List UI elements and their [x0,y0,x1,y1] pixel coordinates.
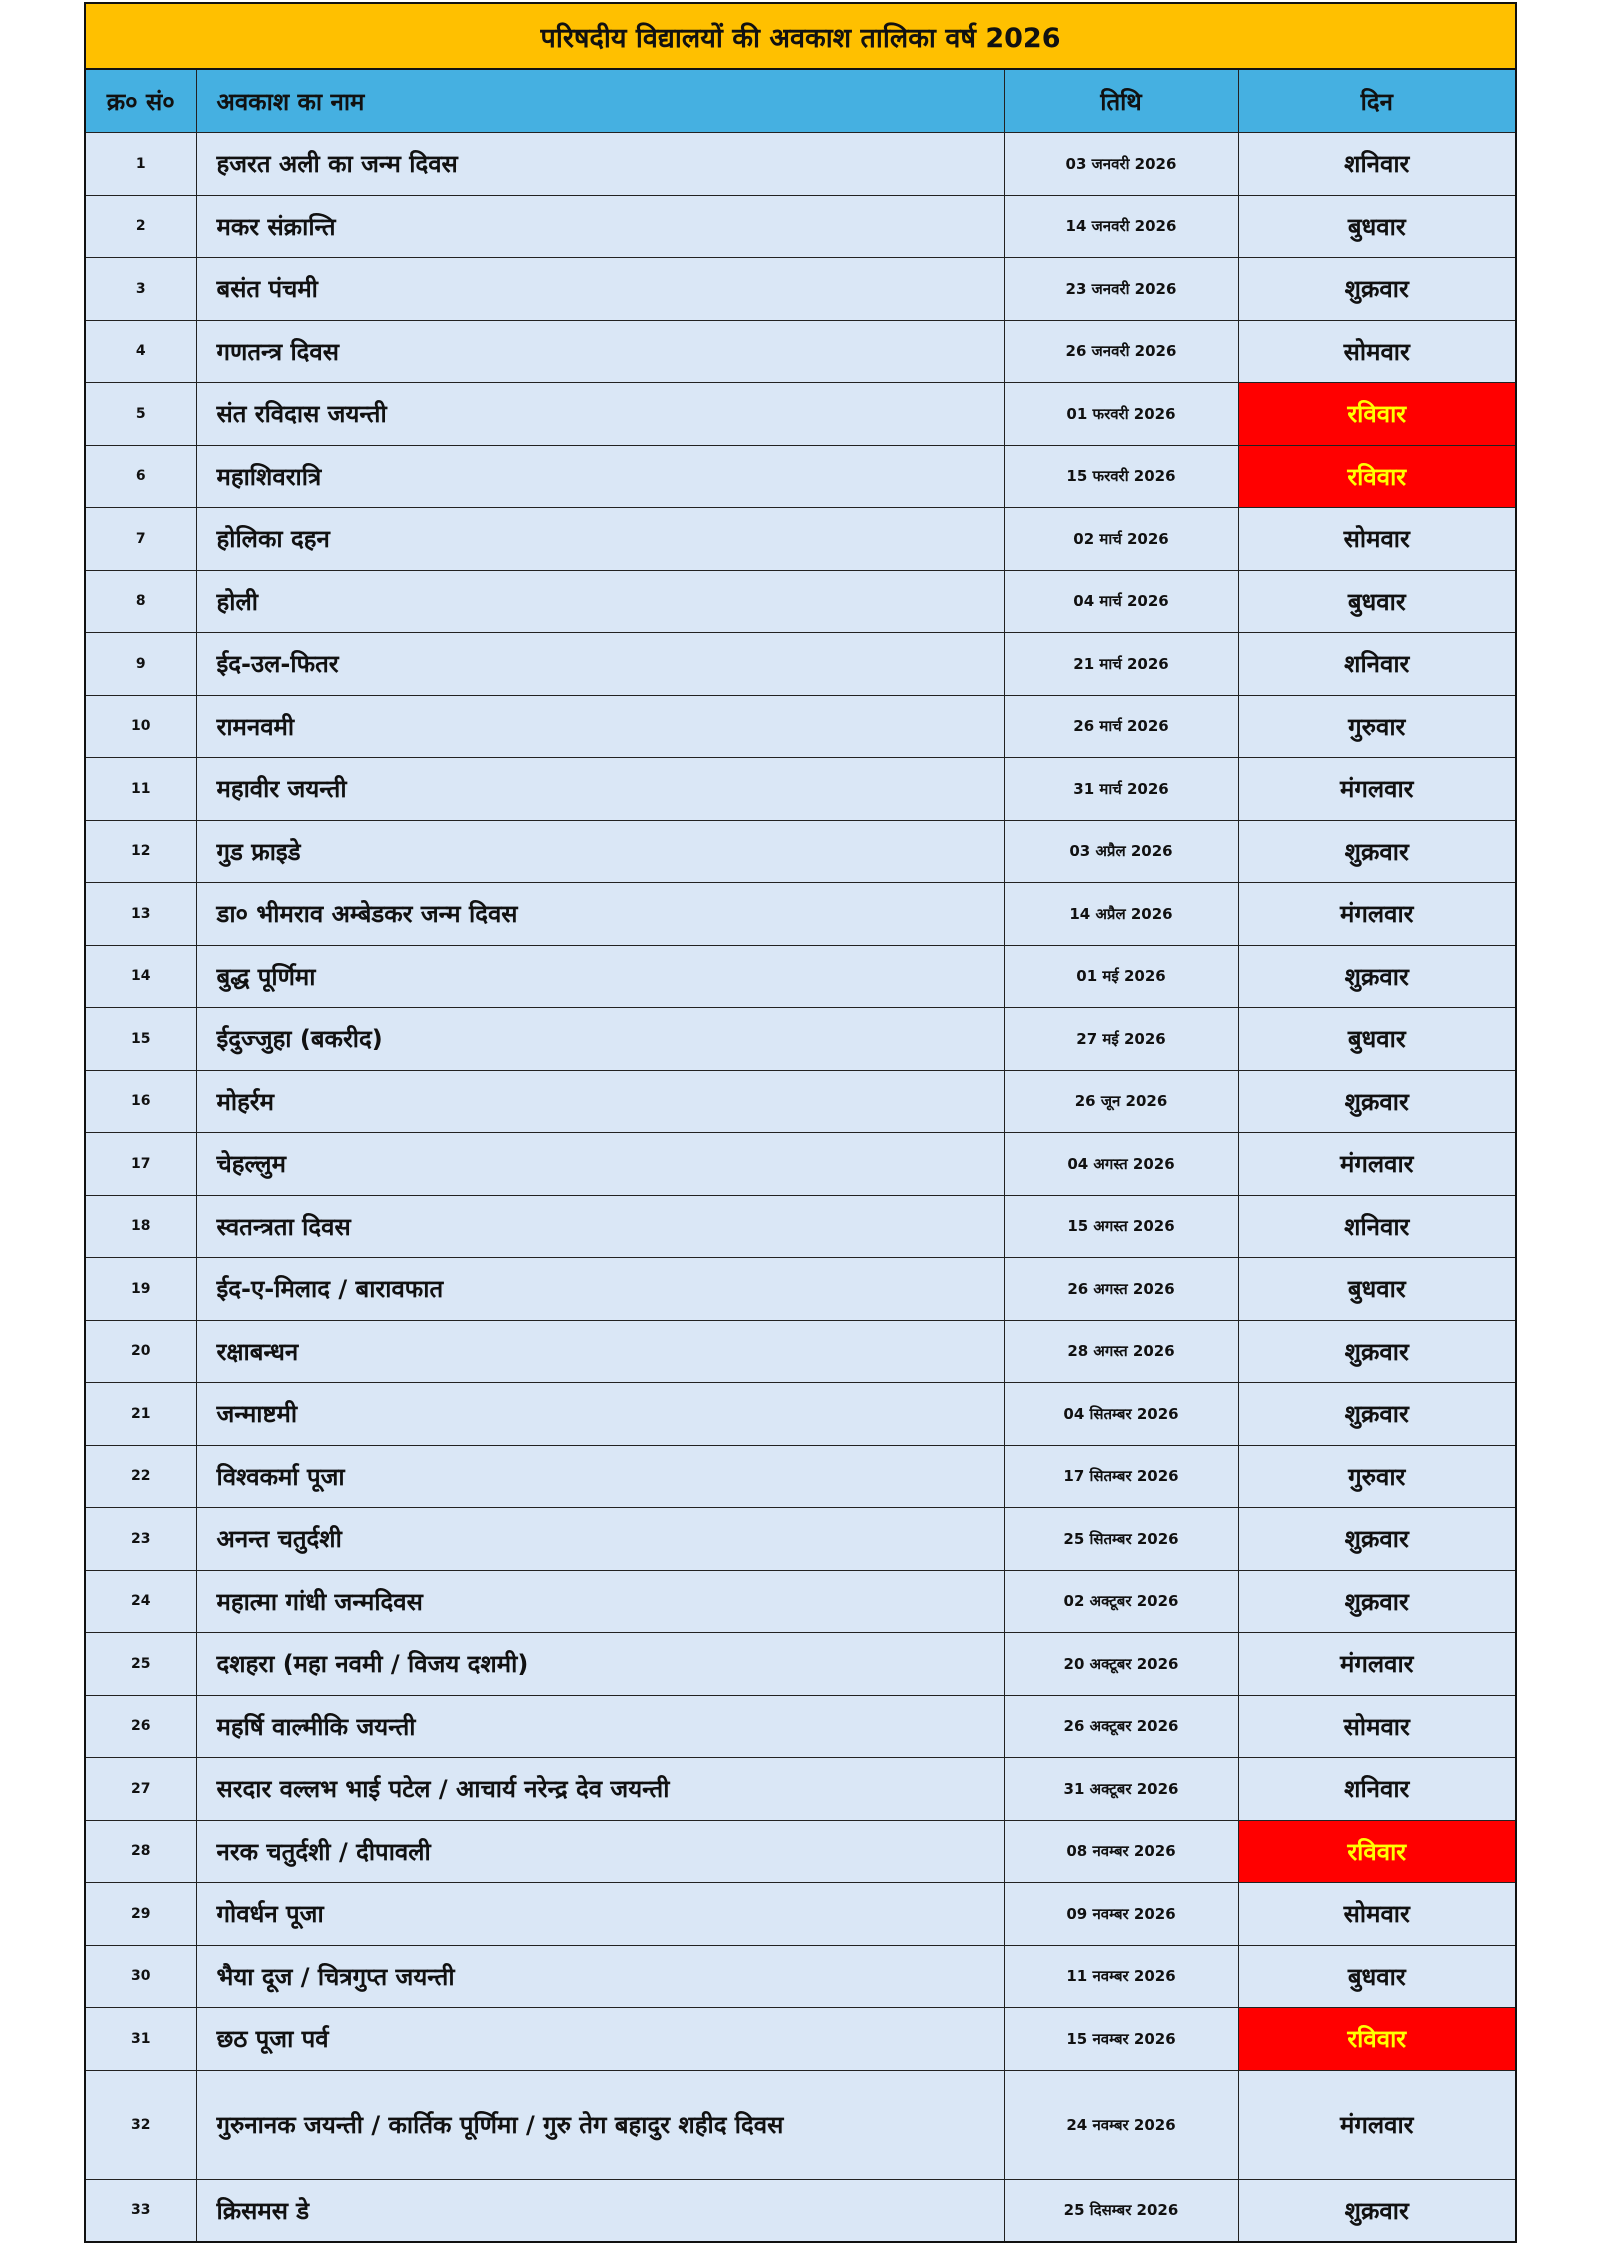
holiday-date-cell: 09 नवम्बर 2026 [1004,1883,1238,1946]
holiday-day-cell: शनिवार [1238,133,1515,196]
holiday-name-cell: ईद-ए-मिलाद / बारावफात [196,1258,1004,1321]
holiday-date-cell: 25 सितम्बर 2026 [1004,1508,1238,1571]
serial-cell: 32 [86,2070,196,2179]
holiday-date-cell: 04 सितम्बर 2026 [1004,1383,1238,1446]
serial-cell: 13 [86,883,196,946]
holiday-name-cell: डा० भीमराव अम्बेडकर जन्म दिवस [196,883,1004,946]
holiday-day-cell: शुक्रवार [1238,258,1515,321]
holiday-name-cell: छठ पूजा पर्व [196,2008,1004,2071]
table-row [86,445,1515,508]
holiday-date-cell: 26 जनवरी 2026 [1004,320,1238,383]
serial-cell: 22 [86,1445,196,1508]
holiday-name-cell: महात्मा गांधी जन्मदिवस [196,1570,1004,1633]
table-row [86,1445,1515,1508]
holiday-name-cell: मकर संक्रान्ति [196,195,1004,258]
serial-cell: 2 [86,195,196,258]
holiday-name-cell: चेहल्लुम [196,1133,1004,1196]
table-row [86,1883,1515,1946]
column-header-date: तिथि [1004,70,1238,133]
holiday-name-cell: गोवर्धन पूजा [196,1883,1004,1946]
serial-cell: 15 [86,1008,196,1071]
table-row [86,1133,1515,1196]
holiday-day-cell: सोमवार [1238,1695,1515,1758]
table-row [86,570,1515,633]
holiday-name-cell: संत रविदास जयन्ती [196,383,1004,446]
holiday-day-cell: गुरुवार [1238,695,1515,758]
holiday-name-cell: गणतन्त्र दिवस [196,320,1004,383]
holiday-name-cell: रामनवमी [196,695,1004,758]
holiday-name-cell: मोहर्रम [196,1070,1004,1133]
table-row [86,758,1515,821]
table-row [86,1195,1515,1258]
table-row [86,2179,1515,2241]
serial-cell: 4 [86,320,196,383]
table-row [86,1383,1515,1446]
holiday-day-cell: मंगलवार [1238,2070,1515,2179]
table-row [86,1320,1515,1383]
holiday-day-cell: बुधवार [1238,570,1515,633]
holiday-date-cell: 26 अगस्त 2026 [1004,1258,1238,1321]
table-row [86,320,1515,383]
holiday-date-cell: 01 मई 2026 [1004,945,1238,1008]
holiday-date-cell: 04 मार्च 2026 [1004,570,1238,633]
table-row [86,1070,1515,1133]
holiday-date-cell: 08 नवम्बर 2026 [1004,1820,1238,1883]
serial-cell: 10 [86,695,196,758]
holiday-date-cell: 04 अगस्त 2026 [1004,1133,1238,1196]
holiday-day-cell: शुक्रवार [1238,1570,1515,1633]
holiday-date-cell: 03 जनवरी 2026 [1004,133,1238,196]
holiday-table [86,70,1515,2241]
table-row [86,1258,1515,1321]
holiday-name-cell: गुरुनानक जयन्ती / कार्तिक पूर्णिमा / गुरु तेग बहादुर शहीद दिवस [196,2070,1004,2179]
holiday-day-cell: शुक्रवार [1238,945,1515,1008]
holiday-date-cell: 02 अक्टूबर 2026 [1004,1570,1238,1633]
holiday-name-cell: बसंत पंचमी [196,258,1004,321]
table-row [86,1695,1515,1758]
holiday-day-cell: शनिवार [1238,633,1515,696]
serial-cell: 26 [86,1695,196,1758]
column-header-name: अवकाश का नाम [196,70,1004,133]
serial-cell: 30 [86,1945,196,2008]
holiday-date-cell: 31 मार्च 2026 [1004,758,1238,821]
table-row [86,1820,1515,1883]
table-row [86,820,1515,883]
serial-cell: 31 [86,2008,196,2071]
table-row [86,2070,1515,2179]
holiday-name-cell: होलिका दहन [196,508,1004,571]
serial-cell: 21 [86,1383,196,1446]
serial-cell: 28 [86,1820,196,1883]
holiday-day-cell-sunday: रविवार [1238,2008,1515,2071]
serial-cell: 16 [86,1070,196,1133]
holiday-date-cell: 24 नवम्बर 2026 [1004,2070,1238,2179]
table-row [86,945,1515,1008]
serial-cell: 12 [86,820,196,883]
holiday-day-cell: गुरुवार [1238,1445,1515,1508]
holiday-day-cell: बुधवार [1238,1008,1515,1071]
table-row [86,195,1515,258]
holiday-day-cell: सोमवार [1238,320,1515,383]
holiday-date-cell: 25 दिसम्बर 2026 [1004,2179,1238,2241]
holiday-date-cell: 20 अक्टूबर 2026 [1004,1633,1238,1696]
holiday-sheet [84,2,1517,2243]
holiday-date-cell: 31 अक्टूबर 2026 [1004,1758,1238,1821]
holiday-date-cell: 14 अप्रैल 2026 [1004,883,1238,946]
holiday-day-cell-sunday: रविवार [1238,445,1515,508]
holiday-name-cell: महावीर जयन्ती [196,758,1004,821]
holiday-day-cell: मंगलवार [1238,1133,1515,1196]
serial-cell: 19 [86,1258,196,1321]
serial-cell: 24 [86,1570,196,1633]
serial-cell: 7 [86,508,196,571]
holiday-date-cell: 15 नवम्बर 2026 [1004,2008,1238,2071]
serial-cell: 23 [86,1508,196,1571]
holiday-day-cell: सोमवार [1238,1883,1515,1946]
holiday-day-cell-sunday: रविवार [1238,383,1515,446]
serial-cell: 11 [86,758,196,821]
holiday-name-cell: हजरत अली का जन्म दिवस [196,133,1004,196]
holiday-date-cell: 27 मई 2026 [1004,1008,1238,1071]
holiday-day-cell: बुधवार [1238,195,1515,258]
table-row [86,633,1515,696]
holiday-date-cell: 03 अप्रैल 2026 [1004,820,1238,883]
table-row [86,383,1515,446]
holiday-name-cell: महाशिवरात्रि [196,445,1004,508]
holiday-day-cell: शुक्रवार [1238,1070,1515,1133]
holiday-day-cell: शुक्रवार [1238,820,1515,883]
holiday-day-cell: बुधवार [1238,1945,1515,2008]
holiday-name-cell: क्रिसमस डे [196,2179,1004,2241]
holiday-name-cell: भैया दूज / चित्रगुप्त जयन्ती [196,1945,1004,2008]
holiday-name-cell: जन्माष्टमी [196,1383,1004,1446]
holiday-day-cell: शनिवार [1238,1195,1515,1258]
serial-cell: 14 [86,945,196,1008]
serial-cell: 6 [86,445,196,508]
holiday-name-cell: दशहरा (महा नवमी / विजय दशमी) [196,1633,1004,1696]
column-header-serial: क्र० सं० [86,70,196,133]
holiday-day-cell-sunday: रविवार [1238,1820,1515,1883]
serial-cell: 17 [86,1133,196,1196]
table-header-row [86,70,1515,133]
page-title: परिषदीय विद्यालयों की अवकाश तालिका वर्ष 2026 [86,4,1515,70]
holiday-name-cell: रक्षाबन्धन [196,1320,1004,1383]
table-row [86,1570,1515,1633]
serial-cell: 20 [86,1320,196,1383]
serial-cell: 5 [86,383,196,446]
holiday-name-cell: विश्वकर्मा पूजा [196,1445,1004,1508]
holiday-name-cell: स्वतन्त्रता दिवस [196,1195,1004,1258]
table-row [86,258,1515,321]
holiday-date-cell: 15 अगस्त 2026 [1004,1195,1238,1258]
table-row [86,508,1515,571]
holiday-day-cell: मंगलवार [1238,758,1515,821]
column-header-day: दिन [1238,70,1515,133]
holiday-name-cell: ईदुज्जुहा (बकरीद) [196,1008,1004,1071]
serial-cell: 18 [86,1195,196,1258]
table-row [86,883,1515,946]
serial-cell: 29 [86,1883,196,1946]
holiday-date-cell: 26 अक्टूबर 2026 [1004,1695,1238,1758]
holiday-date-cell: 17 सितम्बर 2026 [1004,1445,1238,1508]
table-row [86,1508,1515,1571]
holiday-day-cell: मंगलवार [1238,883,1515,946]
holiday-date-cell: 14 जनवरी 2026 [1004,195,1238,258]
holiday-day-cell: शुक्रवार [1238,1508,1515,1571]
holiday-date-cell: 28 अगस्त 2026 [1004,1320,1238,1383]
holiday-name-cell: बुद्ध पूर्णिमा [196,945,1004,1008]
serial-cell: 25 [86,1633,196,1696]
table-row [86,1633,1515,1696]
serial-cell: 8 [86,570,196,633]
serial-cell: 33 [86,2179,196,2241]
holiday-day-cell: सोमवार [1238,508,1515,571]
holiday-date-cell: 01 फरवरी 2026 [1004,383,1238,446]
holiday-name-cell: नरक चतुर्दशी / दीपावली [196,1820,1004,1883]
holiday-name-cell: गुड फ्राइडे [196,820,1004,883]
holiday-date-cell: 15 फरवरी 2026 [1004,445,1238,508]
serial-cell: 3 [86,258,196,321]
holiday-day-cell: मंगलवार [1238,1633,1515,1696]
table-row [86,2008,1515,2071]
holiday-day-cell: शुक्रवार [1238,2179,1515,2241]
holiday-date-cell: 26 मार्च 2026 [1004,695,1238,758]
holiday-date-cell: 02 मार्च 2026 [1004,508,1238,571]
holiday-day-cell: बुधवार [1238,1258,1515,1321]
holiday-date-cell: 11 नवम्बर 2026 [1004,1945,1238,2008]
holiday-name-cell: सरदार वल्लभ भाई पटेल / आचार्य नरेन्द्र देव जयन्ती [196,1758,1004,1821]
holiday-date-cell: 21 मार्च 2026 [1004,633,1238,696]
holiday-name-cell: ईद-उल-फितर [196,633,1004,696]
table-row [86,695,1515,758]
holiday-day-cell: शुक्रवार [1238,1320,1515,1383]
table-row [86,1945,1515,2008]
holiday-name-cell: अनन्त चतुर्दशी [196,1508,1004,1571]
serial-cell: 9 [86,633,196,696]
table-row [86,133,1515,196]
holiday-day-cell: शुक्रवार [1238,1383,1515,1446]
holiday-day-cell: शनिवार [1238,1758,1515,1821]
table-row [86,1758,1515,1821]
holiday-date-cell: 23 जनवरी 2026 [1004,258,1238,321]
holiday-name-cell: होली [196,570,1004,633]
holiday-date-cell: 26 जून 2026 [1004,1070,1238,1133]
table-row [86,1008,1515,1071]
serial-cell: 27 [86,1758,196,1821]
holiday-name-cell: महर्षि वाल्मीकि जयन्ती [196,1695,1004,1758]
serial-cell: 1 [86,133,196,196]
